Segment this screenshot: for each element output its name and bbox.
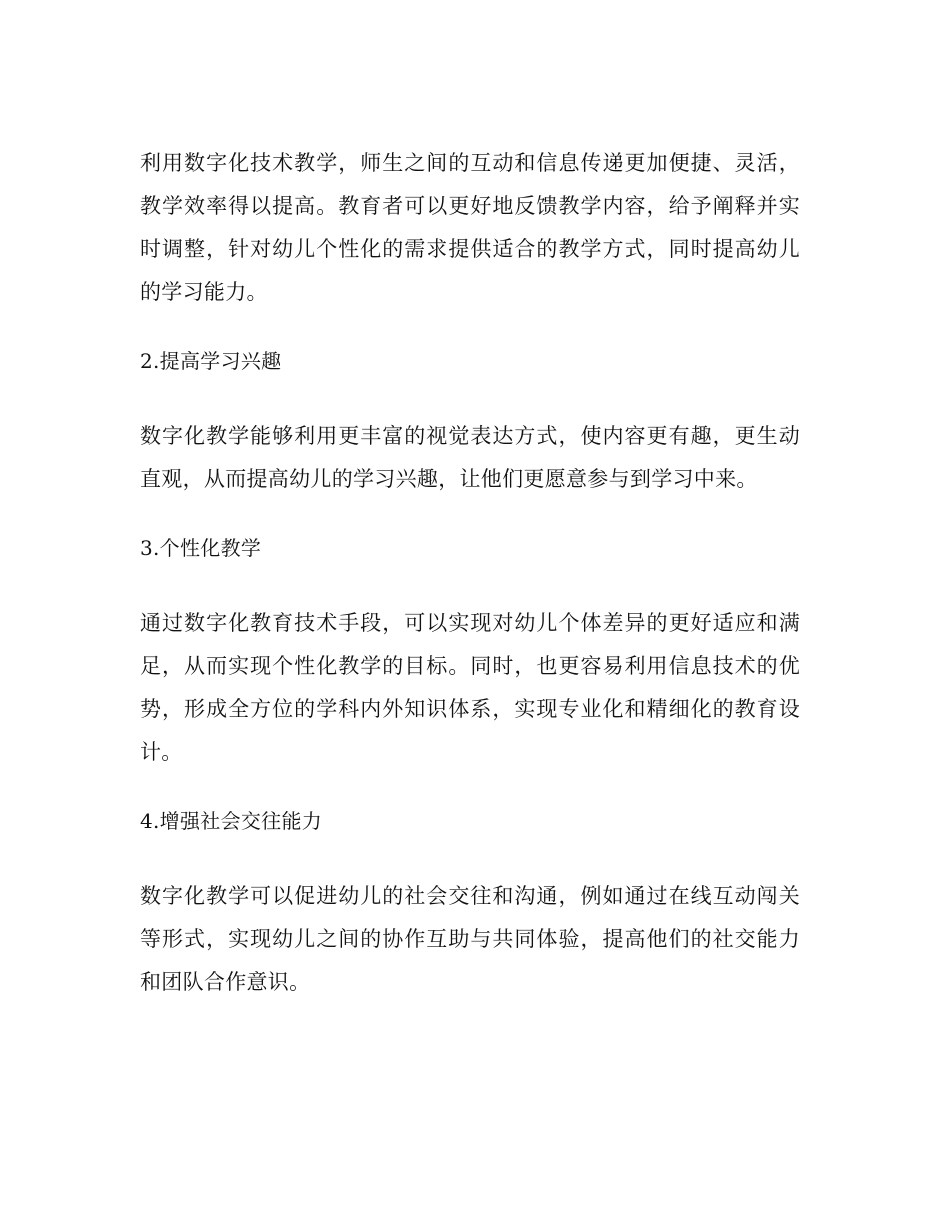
- intro-paragraph: 利用数字化技术教学，师生之间的互动和信息传递更加便捷、灵活，教学效率得以提高。教育者可以更好地反馈教学内容，给予阐释并实时调整，针对幼儿个性化的需求提供适合的教学方式，同时提高幼儿的学习能力。: [140, 151, 800, 304]
- spacer: [140, 314, 800, 340]
- spacer: [140, 501, 800, 527]
- section-heading-4: 4.增强社会交往能力: [140, 809, 323, 833]
- spacer: [140, 774, 800, 800]
- spacer: [140, 843, 800, 875]
- section-heading-3: 3.个性化教学: [140, 536, 262, 560]
- section-paragraph-4: 数字化教学可以促进幼儿的社会交往和沟通，例如通过在线互动闯关等形式，实现幼儿之间的协作互助与共同体验，提高他们的社交能力和团队合作意识。: [140, 884, 800, 994]
- spacer: [140, 383, 800, 415]
- section-paragraph-2: 数字化教学能够利用更丰富的视觉表达方式，使内容更有趣，更生动直观，从而提高幼儿的学习兴趣，让他们更愿意参与到学习中来。: [140, 424, 800, 491]
- spacer: [140, 570, 800, 602]
- section-heading-2: 2.提高学习兴趣: [140, 349, 282, 373]
- section-paragraph-3: 通过数字化教育技术手段，可以实现对幼儿个体差异的更好适应和满足，从而实现个性化教学的目标。同时，也更容易利用信息技术的优势，形成全方位的学科内外知识体系，实现专业化和精细化的教育设计。: [140, 611, 800, 764]
- document-body: [140, 142, 800, 1004]
